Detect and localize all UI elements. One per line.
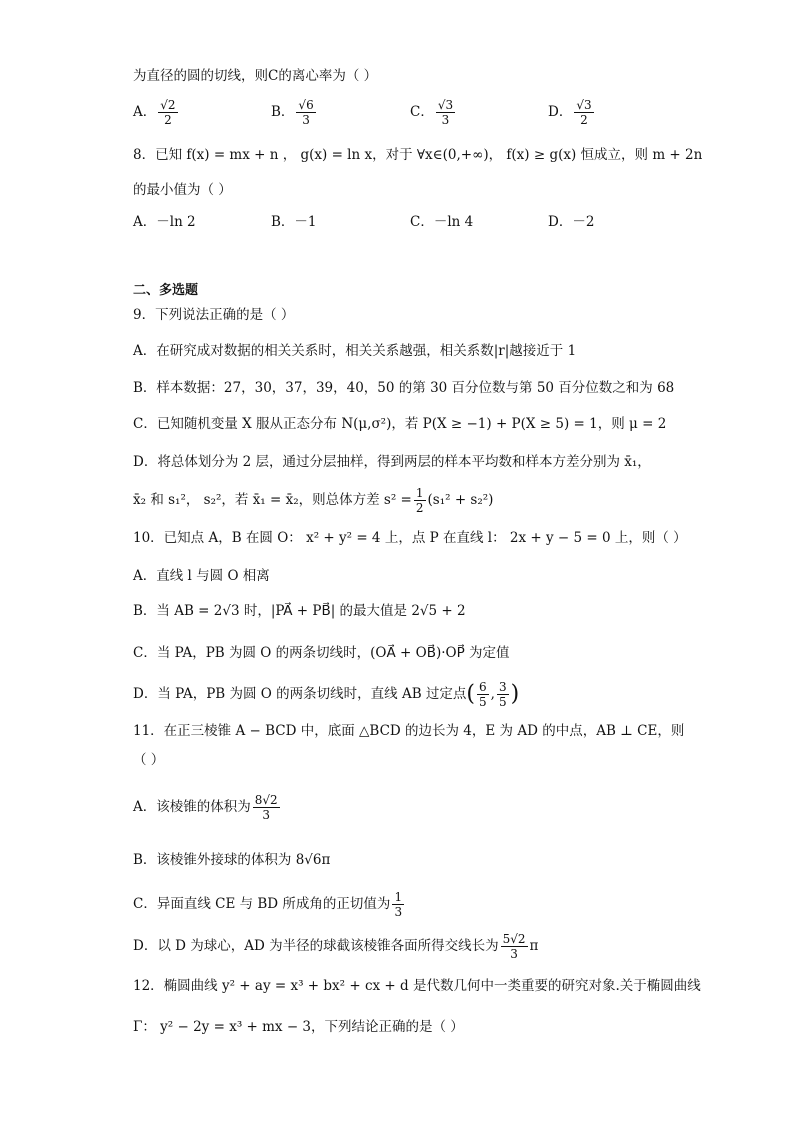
q10-option-b: B．当 AB = 2√3 时，|PA⃗ + PB⃗| 的最大值是 2√5 + 2 — [133, 603, 466, 619]
section-title: 二、多选题 — [133, 283, 199, 298]
option-fraction — [574, 98, 593, 127]
q7-option-c — [410, 98, 457, 127]
fraction-numerator: √6 — [298, 98, 314, 112]
q11-paren: （ ） — [133, 752, 165, 768]
q9-option-d-line1: D．将总体划分为 2 层，通过分层抽样，得到两层的样本平均数和样本方差分别为 x̄₁， — [133, 454, 651, 470]
option-label: A． — [133, 104, 157, 120]
fraction-denominator: 5 — [479, 695, 487, 709]
fraction-denominator: 2 — [415, 501, 424, 515]
q7-option-b — [271, 98, 318, 127]
volume-fraction — [253, 793, 280, 822]
fraction-numerator: 3 — [498, 680, 507, 694]
point-y-fraction — [497, 680, 509, 709]
fraction-denominator: 3 — [510, 947, 518, 961]
fraction-denominator: 5 — [498, 695, 507, 709]
tangent-fraction — [392, 890, 404, 919]
half-fraction — [414, 486, 426, 515]
q9-stem: 9．下列说法正确的是（ ） — [133, 307, 295, 323]
q11-stem: 11．在正三棱锥 A − BCD 中，底面 △BCD 的边长为 4，E 为 AD 的中点，AB ⊥ CE，则 — [133, 723, 685, 739]
option-label: D． — [548, 104, 573, 120]
q11-c-text: C．异面直线 CE 与 BD 所成角的正切值为 — [133, 896, 391, 912]
fraction-numerator: √3 — [437, 98, 454, 112]
q8-line1: 8．已知 f(x) = mx + n ， g(x) = ln x，对于 ∀x∈(0,+∞)， f(x) ≥ g(x) 恒成立，则 m + 2n — [133, 147, 703, 163]
q8-line2: 的最小值为（ ） — [133, 182, 232, 198]
q10-option-c: C．当 PA，PB 为圆 O 的两条切线时，(OA⃗ + OB⃗)·OP⃗ 为定值 — [133, 645, 510, 661]
q11-option-b: B．该棱锥外接球的体积为 8√6π — [133, 852, 331, 868]
paren-open: ( — [466, 681, 475, 707]
q11-d-text: D．以 D 为球心，AD 为半径的球截该棱锥各面所得交线长为 — [133, 938, 499, 954]
fraction-numerator: 6 — [479, 680, 487, 694]
option-fraction — [158, 98, 177, 127]
q11-a-text: A．该棱锥的体积为 — [133, 799, 251, 815]
fraction-numerator: 5√2 — [502, 932, 526, 946]
option-label: C． — [410, 104, 434, 120]
q8-option-a: A．－ln 2 — [133, 214, 196, 230]
fraction-numerator: 8√2 — [254, 793, 278, 807]
q12-line1: 12．椭圆曲线 y² + ay = x³ + bx² + cx + d 是代数几何中一类重要的研究对象.关于椭圆曲线 — [133, 978, 701, 994]
q12-line2: Γ： y² − 2y = x³ + mx − 3，下列结论正确的是（ ） — [133, 1019, 464, 1035]
q10-d-text: D．当 PA，PB 为圆 O 的两条切线时，直线 AB 过定点 — [133, 686, 467, 702]
length-fraction — [501, 932, 528, 961]
q9-d-text: x̄₂ 和 s₁²， s₂²，若 x̄₁ = x̄₂，则总体方差 s² = — [133, 492, 412, 508]
fraction-denominator: 2 — [580, 113, 588, 127]
comma: , — [490, 686, 495, 702]
q11-option-c — [133, 890, 406, 919]
fraction-numerator: √3 — [576, 98, 592, 112]
fraction-numerator: 1 — [415, 486, 424, 500]
fraction-numerator: 1 — [394, 890, 403, 904]
q9-option-d-line2 — [133, 486, 493, 515]
q9-option-b: B．样本数据：27，30，37，39，40，50 的第 30 百分位数与第 50 百分位数之和为 68 — [133, 380, 675, 396]
q8-option-b: B．－1 — [271, 214, 317, 230]
q9-d-variance-sum: (s₁² + s₂²) — [427, 492, 494, 508]
q8-option-d: D．－2 — [548, 214, 595, 230]
q10-option-d — [133, 680, 519, 709]
q11-option-a — [133, 793, 282, 822]
fraction-denominator: 3 — [302, 113, 310, 127]
q9-option-a: A．在研究成对数据的相关关系时，相关关系越强，相关系数|r|越接近于 1 — [133, 343, 577, 359]
fraction-denominator: 3 — [394, 905, 403, 919]
q11-option-d — [133, 932, 538, 961]
q7-tail: 为直径的圆的切线，则C的离心率为（ ） — [133, 68, 378, 84]
fraction-denominator: 3 — [441, 113, 450, 127]
option-fraction — [436, 98, 455, 127]
fraction-denominator: 2 — [164, 113, 172, 127]
q10-option-a: A．直线 l 与圆 O 相离 — [133, 568, 270, 584]
q9-option-c: C．已知随机变量 X 服从正态分布 N(μ,σ²)，若 P(X ≥ −1) + P(X ≥ 5) = 1，则 μ = 2 — [133, 416, 667, 432]
option-label: B． — [271, 104, 295, 120]
point-x-fraction — [477, 680, 489, 709]
fraction-numerator: √2 — [160, 98, 176, 112]
q7-option-d — [548, 98, 596, 127]
q10-stem: 10．已知点 A，B 在圆 O： x² + y² = 4 上，点 P 在直线 l： 2x + y − 5 = 0 上，则（ ） — [133, 530, 687, 546]
fraction-denominator: 3 — [262, 808, 271, 822]
option-fraction — [296, 98, 315, 127]
q7-option-a — [133, 98, 180, 127]
q8-option-c: C．－ln 4 — [410, 214, 474, 230]
pi-symbol: π — [529, 938, 539, 954]
paren-close: ) — [510, 681, 520, 707]
